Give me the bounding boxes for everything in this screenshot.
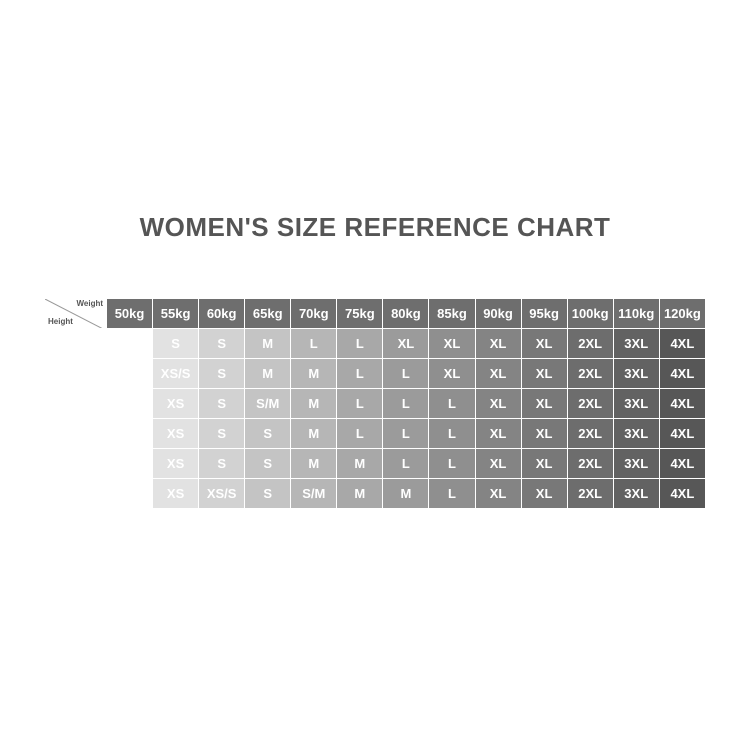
size-cell: M	[291, 449, 337, 479]
column-header-weight: 60kg	[199, 299, 245, 329]
size-cell: XL	[521, 329, 567, 359]
size-cell: XS	[107, 419, 153, 449]
column-header-weight: 65kg	[245, 299, 291, 329]
size-cell: 4XL	[659, 479, 705, 509]
size-cell: 4XL	[659, 389, 705, 419]
column-header-weight: 50kg	[107, 299, 153, 329]
size-cell: S	[245, 449, 291, 479]
column-header-weight: 120kg	[659, 299, 705, 329]
size-cell: XS	[107, 329, 153, 359]
size-cell: L	[429, 449, 475, 479]
column-header-weight: 70kg	[291, 299, 337, 329]
size-cell: M	[291, 389, 337, 419]
row-header-height: 1.55m	[45, 359, 107, 389]
size-cell: S	[199, 329, 245, 359]
size-cell: S	[245, 479, 291, 509]
size-cell: XL	[475, 449, 521, 479]
column-header-weight: 95kg	[521, 299, 567, 329]
table-header	[45, 299, 706, 329]
size-cell: L	[291, 329, 337, 359]
table-row	[45, 389, 706, 419]
column-header-weight: 100kg	[567, 299, 613, 329]
size-cell: 2XL	[567, 419, 613, 449]
size-cell: L	[429, 479, 475, 509]
row-header-height: 1.70m	[45, 449, 107, 479]
size-cell: M	[337, 449, 383, 479]
size-cell: XS	[107, 359, 153, 389]
size-cell: XS	[107, 449, 153, 479]
size-cell: XL	[475, 329, 521, 359]
size-cell: 3XL	[613, 449, 659, 479]
size-cell: S	[199, 389, 245, 419]
size-cell: 3XL	[613, 359, 659, 389]
size-cell: 4XL	[659, 449, 705, 479]
size-cell: L	[429, 389, 475, 419]
size-cell: XL	[475, 359, 521, 389]
size-cell: L	[337, 389, 383, 419]
size-cell: M	[383, 479, 429, 509]
column-header-weight: 55kg	[153, 299, 199, 329]
size-cell: L	[383, 449, 429, 479]
size-cell: XL	[521, 419, 567, 449]
table-body	[45, 329, 706, 509]
table-row	[45, 479, 706, 509]
size-cell: 2XL	[567, 389, 613, 419]
size-cell: XL	[521, 359, 567, 389]
size-cell: XL	[475, 479, 521, 509]
table-row	[45, 359, 706, 389]
size-cell: M	[337, 479, 383, 509]
size-cell: L	[383, 359, 429, 389]
size-cell: L	[383, 419, 429, 449]
column-header-weight: 80kg	[383, 299, 429, 329]
size-cell: S	[153, 329, 199, 359]
row-header-height: 1.50m	[45, 329, 107, 359]
size-cell: 4XL	[659, 329, 705, 359]
size-cell: M	[245, 329, 291, 359]
size-cell: L	[337, 419, 383, 449]
table-row	[45, 329, 706, 359]
size-cell: M	[245, 359, 291, 389]
size-cell: XS	[153, 389, 199, 419]
size-cell: S/M	[291, 479, 337, 509]
size-cell: S	[199, 359, 245, 389]
row-header-height: 1.60m	[45, 389, 107, 419]
size-cell: XL	[383, 329, 429, 359]
size-reference-table	[44, 298, 706, 509]
size-cell: 2XL	[567, 479, 613, 509]
size-cell: 2XL	[567, 359, 613, 389]
size-cell: S/M	[245, 389, 291, 419]
size-table-container	[44, 298, 706, 509]
size-cell: 4XL	[659, 359, 705, 389]
axis-corner-cell	[45, 299, 107, 329]
size-cell: L	[429, 419, 475, 449]
size-cell: M	[291, 359, 337, 389]
size-cell: XS	[153, 479, 199, 509]
size-cell: L	[337, 359, 383, 389]
table-row	[45, 419, 706, 449]
table-row	[45, 449, 706, 479]
size-cell: 3XL	[613, 329, 659, 359]
size-cell: 4XL	[659, 419, 705, 449]
size-cell: XL	[521, 389, 567, 419]
size-cell: 3XL	[613, 479, 659, 509]
size-cell: XS	[107, 389, 153, 419]
page-title: WOMEN'S SIZE REFERENCE CHART	[139, 212, 611, 242]
row-header-height: 1.75m	[45, 479, 107, 509]
row-header-height: 1.65m	[45, 419, 107, 449]
size-cell: XL	[429, 359, 475, 389]
size-cell: XL	[521, 479, 567, 509]
size-cell: L	[383, 389, 429, 419]
size-cell: XL	[429, 329, 475, 359]
size-cell: M	[291, 419, 337, 449]
height-axis-label: Height	[48, 317, 73, 326]
size-cell: 3XL	[613, 389, 659, 419]
size-cell: XL	[475, 419, 521, 449]
column-header-weight: 90kg	[475, 299, 521, 329]
size-cell: XS/S	[153, 359, 199, 389]
column-header-weight: 85kg	[429, 299, 475, 329]
size-cell: S	[199, 449, 245, 479]
size-cell: S	[199, 419, 245, 449]
size-cell: 2XL	[567, 329, 613, 359]
size-cell: XS/S	[199, 479, 245, 509]
header-row	[45, 299, 706, 329]
size-cell: XS	[153, 449, 199, 479]
weight-axis-label: Weight	[76, 299, 103, 308]
size-cell: XL	[475, 389, 521, 419]
column-header-weight: 75kg	[337, 299, 383, 329]
size-cell: XS	[107, 479, 153, 509]
size-cell: 3XL	[613, 419, 659, 449]
size-cell: S	[245, 419, 291, 449]
size-cell: XS	[153, 419, 199, 449]
column-header-weight: 110kg	[613, 299, 659, 329]
size-cell: 2XL	[567, 449, 613, 479]
size-cell: L	[337, 329, 383, 359]
size-cell: XL	[521, 449, 567, 479]
